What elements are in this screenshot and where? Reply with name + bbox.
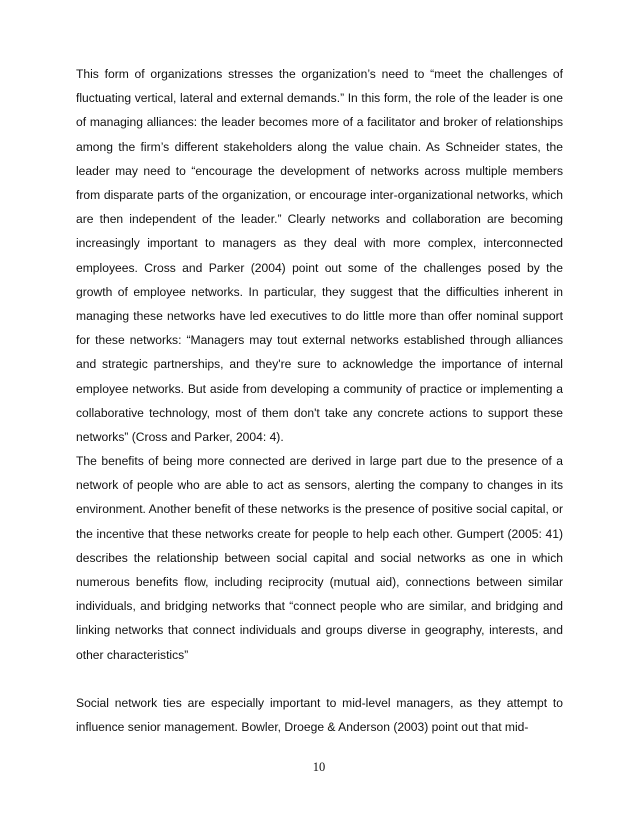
paragraph-text: This form of organizations stresses the organization’s need to “meet the challenges of fluctuating vertical, lateral and external demands.” In this form, the role of the leader is one of managing alliances: the leader becomes more of a facilitator and broker of relationships among the firm’s different stakeholders along the value chain. As Schneider states, the leader may need to “encourage the development of networks across multiple members from disparate parts of the organization, or encourage inter-organizational networks, which are then independent of the leader.” Clearly networks and collaboration are becoming increasingly important to managers as they deal with more complex, interconnected employees. Cross and Parker (2004) point out some of the challenges posed by the growth of employee networks. In particular, they suggest that the difficulties inherent in managing these networks have led executives to do little more than offer nominal support for these networks: “Managers may tout external networks established through alliances and strategic partnerships, and they're sure to acknowledge the importance of internal employee networks. But aside from developing a community of practice or implementing a collaborative technology, most of them don't take any concrete actions to support these networks” (Cross and Parker, 2004: 4). bbox=[76, 67, 563, 445]
page-number: 10 bbox=[312, 760, 326, 774]
paragraph-text: Social network ties are especially important to mid-level managers, as they attempt to influence senior management. Bowler, Droege & Anderson (2003) point out that mid- bbox=[76, 696, 563, 735]
paragraph-text: The benefits of being more connected are derived in large part due to the presence of a network of people who are able to act as sensors, alerting the company to changes in its environment. Another benefit of these networks is the presence of positive social capital, or the incentive that these networks create for people to help each other. Gumpert (2005: 41) describes the relationship between social capital and social networks as one in which numerous benefits flow, including reciprocity (mutual aid), connections between similar individuals, and bridging networks that “connect people who are similar, and bridging and linking networks that connect individuals and groups diverse in geography, interests, and other characteristics” bbox=[76, 454, 563, 662]
paragraph-benefits-of-connection bbox=[76, 449, 563, 667]
paragraph-social-network-ties bbox=[76, 691, 563, 739]
paragraph-organizational-networks bbox=[76, 62, 563, 449]
